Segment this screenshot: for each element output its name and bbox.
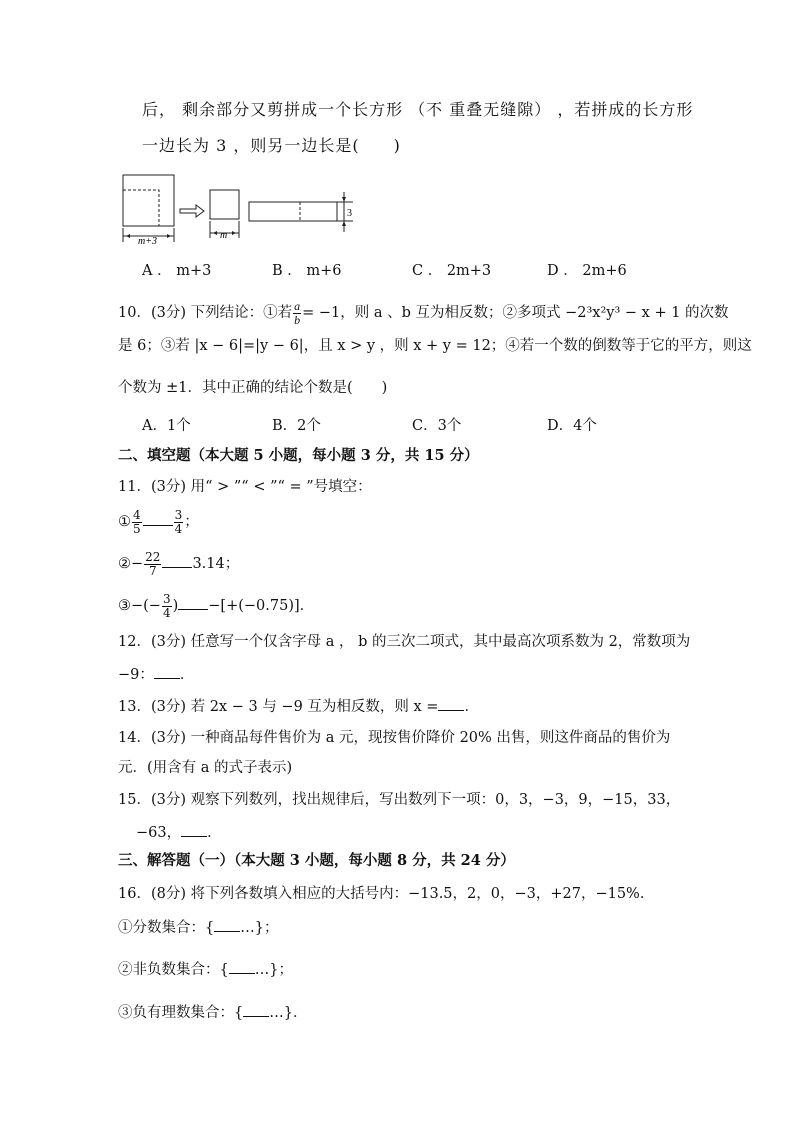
small-square xyxy=(210,190,239,219)
q11-item3-end: −[+(−0.75)]． xyxy=(208,598,315,614)
q14-line2: 元．(用含有 a 的式子表示) xyxy=(118,760,293,776)
q9-option-a[interactable]: A ． m+3 xyxy=(142,263,212,279)
label-3: 3 xyxy=(347,208,352,219)
q12-line2-text: −9： xyxy=(118,667,154,683)
q11-stem: 11．(3分) 用“ > ”“ < ”“ = ”号填空： xyxy=(118,479,372,495)
q15-line1: 15．(3分) 观察下列数列，找出规律后，写出数列下一项：0，3，−3，9，−15，33， xyxy=(118,792,681,808)
q16-stem: 16．(8分) 将下列各数填入相应的大括号内：−13.5，2，0，−3，+27，−15%． xyxy=(118,886,655,902)
q11-item3-mid: ) xyxy=(172,598,179,614)
q16-set2-blank[interactable] xyxy=(229,959,255,974)
fraction-3-4b xyxy=(162,593,172,620)
q15-line2 xyxy=(136,822,222,843)
q9-option-b[interactable]: B ． m+6 xyxy=(272,263,342,279)
q16-set2 xyxy=(118,959,293,980)
q11-item1-end: ； xyxy=(184,514,199,530)
q15-line2-text: −63， xyxy=(136,825,182,841)
q9-line1: 后， 剩余部分又剪拼成一个长方形 （不 重叠无缝隙） ，若拼成的长方形 xyxy=(142,100,694,119)
q11-item3-blank[interactable] xyxy=(178,595,208,610)
fraction-4-5 xyxy=(132,509,142,536)
q16-set1-label: ①分数集合：{ xyxy=(118,920,215,936)
frac-den: 5 xyxy=(133,521,141,536)
q16-set3-label: ③负有理数集合：{ xyxy=(118,1005,244,1021)
section-2-title: 二、填空题（本大题 5 小题，每小题 3 分，共 15 分） xyxy=(118,447,479,464)
q13-end: ． xyxy=(464,699,479,715)
q13-line xyxy=(118,696,479,717)
label-m: m xyxy=(220,230,228,241)
q11-item1 xyxy=(118,506,199,538)
q12-line1: 12．(3分) 任意写一个仅含字母 a ， b 的三次二项式，其中最高次项系数为 2，常数项为 xyxy=(118,634,691,650)
label-m-plus-3: m+3 xyxy=(138,236,157,247)
q10-option-b[interactable]: B．2个 xyxy=(272,418,321,434)
q11-item2 xyxy=(118,548,239,580)
q10-line2: 是 6；③若 |x − 6|=|y − 6|，且 x > y ，则 x + y = 12；④若一个数的倒数等于它的平方，则这 xyxy=(118,338,752,354)
q16-set2-end: …}； xyxy=(254,962,293,978)
q10-text-b: = −1，则 a 、b 互为相反数；②多项式 −2³x²y³ − x + 1 的次数 xyxy=(302,305,729,321)
section-3-title: 三、解答题（一）（本大题 3 小题，每小题 8 分，共 24 分） xyxy=(118,852,515,869)
fraction-22-7 xyxy=(144,551,161,578)
q11-item1-mark: ① xyxy=(118,514,131,530)
q10-line3: 个数为 ±1．其中正确的结论个数是( ) xyxy=(118,380,388,396)
big-square xyxy=(123,175,174,226)
q16-set1 xyxy=(118,917,278,938)
q16-set1-blank[interactable] xyxy=(214,917,240,932)
q13-text: 13．(3分) 若 2x − 3 与 −9 互为相反数，则 x = xyxy=(118,699,439,715)
q15-end: ． xyxy=(207,825,222,841)
q12-end: ． xyxy=(179,667,195,683)
frac-den: 4 xyxy=(174,521,183,536)
rectangle xyxy=(249,202,337,221)
q11-item3 xyxy=(118,590,314,622)
q11-item2-sign: − xyxy=(131,556,144,572)
q16-set1-end: …}； xyxy=(240,920,279,936)
q10-frac-den: b xyxy=(294,312,301,327)
frac-num: 4 xyxy=(133,507,141,522)
q9-line2: 一边长为 3 ，则另一边长是( ) xyxy=(142,136,401,155)
q9-option-d[interactable]: D ． 2m+6 xyxy=(547,263,627,279)
frac-den: 4 xyxy=(162,605,171,620)
q16-set3 xyxy=(118,1002,307,1023)
q16-set3-end: …}． xyxy=(269,1005,308,1021)
q11-item1-blank[interactable] xyxy=(143,511,173,526)
q10-fraction xyxy=(293,300,301,327)
frac-num: 3 xyxy=(174,507,183,522)
q9-option-c[interactable]: C ． 2m+3 xyxy=(412,263,492,279)
q10-option-c[interactable]: C．3个 xyxy=(412,418,462,434)
q14-line1: 14．(3分) 一种商品每件售价为 a 元，现按售价降价 20% 出售，则这件商品的售价为 xyxy=(118,730,671,746)
frac-num: 22 xyxy=(145,549,161,564)
frac-den: 7 xyxy=(148,563,157,578)
q10-line1 xyxy=(118,296,729,330)
q15-blank[interactable] xyxy=(181,822,207,837)
q11-item3-mark: ③ xyxy=(118,598,131,614)
fraction-3-4 xyxy=(174,509,184,536)
q10-option-a[interactable]: A．1个 xyxy=(142,418,191,434)
q10-option-d[interactable]: D．4个 xyxy=(547,418,597,434)
frac-num: 3 xyxy=(162,591,171,606)
q11-item2-blank[interactable] xyxy=(162,553,192,568)
arrow-icon xyxy=(180,205,204,217)
q13-blank[interactable] xyxy=(438,696,464,711)
cut-line xyxy=(123,190,159,226)
q10-text-a: 10．(3分) 下列结论：①若 xyxy=(118,305,293,321)
q10-frac-num: a xyxy=(294,298,301,313)
q9-figure xyxy=(118,170,368,250)
q16-set3-blank[interactable] xyxy=(243,1002,269,1017)
q11-item2-mark: ② xyxy=(118,556,131,572)
q12-blank[interactable] xyxy=(154,664,180,679)
q12-line2 xyxy=(118,664,194,685)
q11-item3-pre: −(− xyxy=(131,598,161,614)
q16-set2-label: ②非负数集合：{ xyxy=(118,962,229,978)
q11-item2-end: 3.14； xyxy=(192,556,240,572)
